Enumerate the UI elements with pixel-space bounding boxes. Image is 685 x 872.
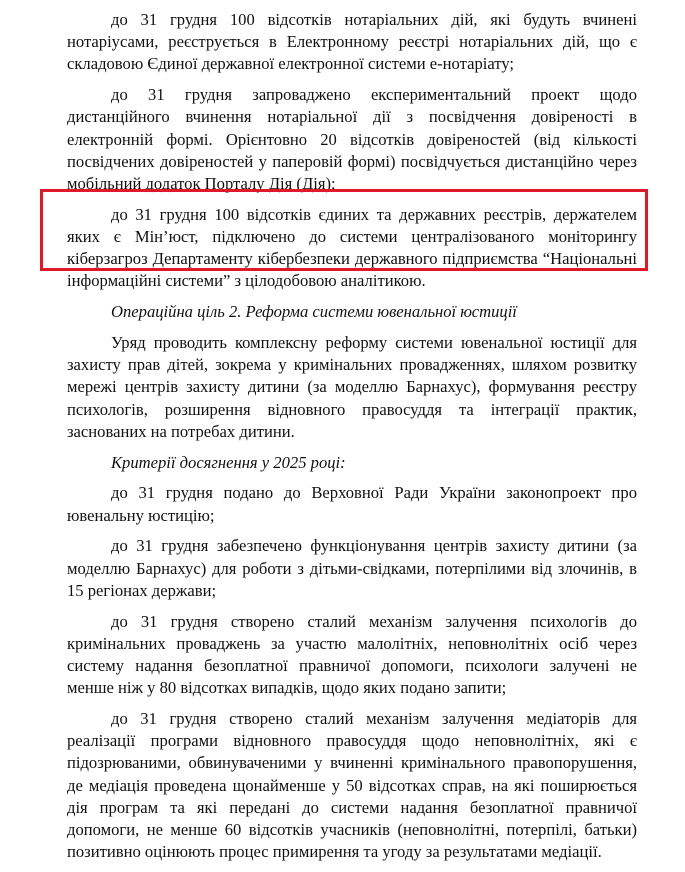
paragraph-remote-notarization: до 31 грудня запроваджено експериментальний проект щодо дистанційного вчинення нотаріальної дії з посвідчення довіреності в електронній формі. Орієнтовно 20 відсотків довіреностей (від кількості посвідчених довіреностей у паперовій формі) посвідчується дистанційно через мобільний додаток Порталу Дія (Дія); bbox=[67, 85, 637, 194]
section-heading-juvenile-justice: Операційна ціль 2. Реформа системи ювенальної юстиції bbox=[111, 302, 517, 322]
paragraph-mediators: до 31 грудня створено сталий механізм залучення медіаторів для реалізації програми відновного правосуддя щодо неповнолітніх, які є підозрюваними, обвинуваченими у вчиненні кримінального правопорушення, де медіація проведена щонайменше у 50 відсотках справ, на які поширюється дія програм та які передані до системи надання безоплатної правничої допомоги, не менше 60 відсотків учасників (неповнолітні, потерпілі, батьки) позитивно оцінюють процес примирення та угоду за результатами медіації. bbox=[67, 709, 637, 862]
criteria-heading: Критерії досягнення у 2025 році: bbox=[111, 452, 346, 472]
paragraph-cyber-monitoring: до 31 грудня 100 відсотків єдиних та державних реєстрів, держателем яких є Мін’юст, підключено до системи централізованого моніторингу кіберзагроз Департаменту кібербезпеки державного підприємства “Національні інформаційні системи” з цілодобовою аналітикою. bbox=[67, 204, 637, 291]
paragraph-juvenile-reform: Уряд проводить комплексну реформу системи ювенальної юстиції для захисту прав дітей, зокрема у кримінальних провадженнях, шляхом розвитку мережі центрів захисту дитини (за моделлю Барнахус), формування реєстру психологів, розширення відновного правосуддя та інтеграції практик, заснованих на потребах дитини. bbox=[67, 333, 637, 441]
paragraph-notarial-registry: до 31 грудня 100 відсотків нотаріальних дій, які будуть вчинені нотаріусами, реєструється в Електронному реєстрі нотаріальних дій, що є складовою Єдиної державної електронної системи е-нотаріату; bbox=[67, 10, 637, 74]
document-page bbox=[67, 9, 637, 872]
paragraph-draft-law: до 31 грудня подано до Верховної Ради України законопроект про ювенальну юстицію; bbox=[67, 483, 637, 525]
paragraph-barnahus-centers: до 31 грудня забезпечено функціонування центрів захисту дитини (за моделлю Барнахус) для роботи з дітьми-свідками, потерпілими від злочинів, в 15 регіонах держави; bbox=[67, 536, 637, 600]
paragraph-psychologists: до 31 грудня створено сталий механізм залучення психологів до кримінальних проваджень за участю малолітніх, неповнолітніх осіб через систему надання безоплатної правничої допомоги, психологи залучені не менше ніж у 80 відсотках випадків, щодо яких подано запити; bbox=[67, 611, 637, 698]
